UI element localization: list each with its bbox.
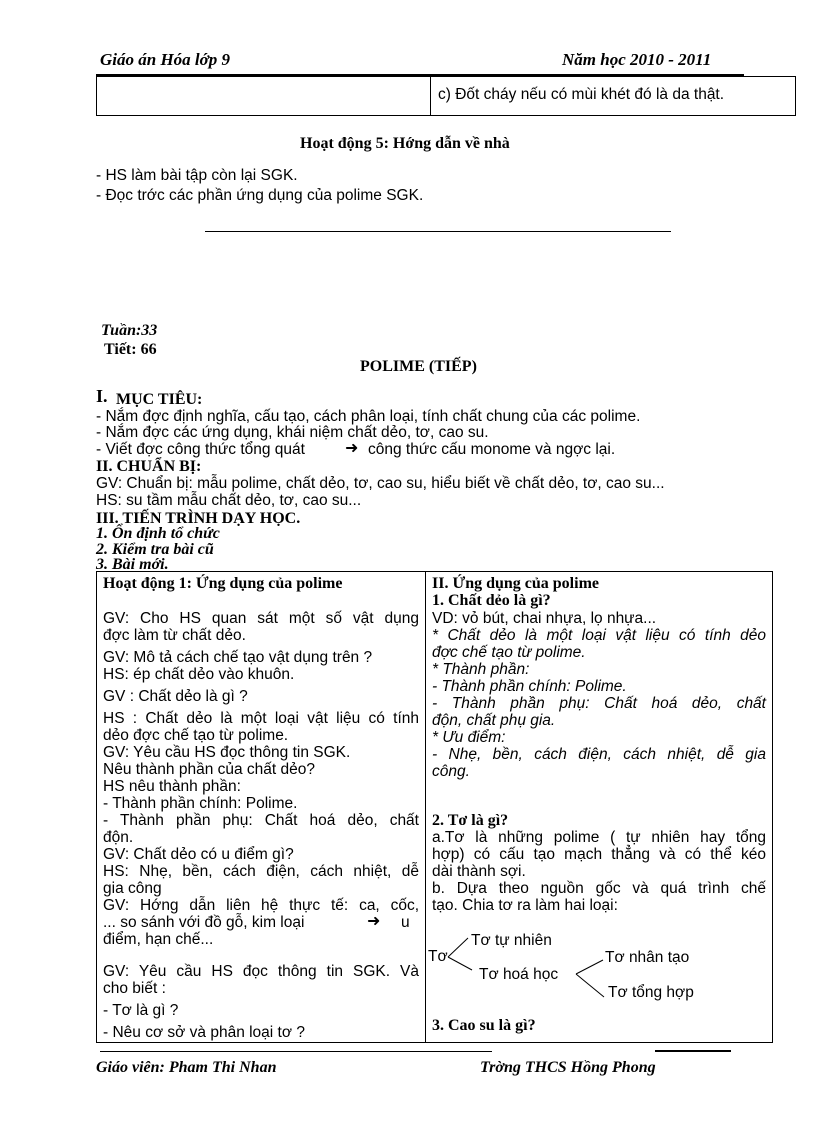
section2-line: GV: Chuẩn bị: mẫu polime, chất dẻo, tơ, cao su, hiểu biết về chất dẻo, tơ, cao su... xyxy=(96,475,665,492)
tree-artificial: Tơ nhân tạo xyxy=(605,949,690,966)
section1-line: - Viết đợc công thức tổng quát xyxy=(96,441,305,458)
left-line: u xyxy=(401,914,410,931)
right-line: VD: vỏ bút, chai nhựa, lọ nhựa... xyxy=(432,610,657,627)
section2-title: II. CHUẨN BỊ: xyxy=(96,458,202,475)
left-line: HS: ép chất dẻo vào khuôn. xyxy=(103,666,295,683)
left-line: dẻo đợc chế tạo từ polime. xyxy=(103,727,289,744)
left-line: GV: Yêu cầu HS đọc thông tin SGK. Và xyxy=(103,963,419,980)
left-line: GV : Chất dẻo là gì ? xyxy=(103,688,248,705)
activity5-line: - HS làm bài tập còn lại SGK. xyxy=(96,167,298,184)
lesson-title: POLIME (TIẾP) xyxy=(360,358,477,375)
left-line: Nêu thành phần của chất dẻo? xyxy=(103,761,316,778)
left-line: - Thành phần phụ: Chất hoá dẻo, chất xyxy=(103,812,419,829)
left-line: gia công xyxy=(103,880,162,897)
right-line: b. Dựa theo nguồn gốc và quá trình chế xyxy=(432,880,766,897)
tree-branch-artificial xyxy=(576,960,603,974)
right-italic-line: - Nhẹ, bền, cách điện, cách nhiệt, dễ gia xyxy=(432,746,766,763)
right-heading: II. Ứng dụng của polime xyxy=(432,575,599,592)
left-column xyxy=(97,572,425,1042)
right-italic-line: - Thành phần phụ: Chất hoá dẻo, chất xyxy=(432,695,766,712)
arrow-icon: ➜ xyxy=(367,913,381,930)
right-italic-line: đợc chế tạo từ polime. xyxy=(432,644,586,661)
tree-natural: Tơ tự nhiên xyxy=(471,932,552,949)
right-line: dài thành sợi. xyxy=(432,863,526,880)
right-italic-line: - Thành phần chính: Polime. xyxy=(432,678,627,695)
top-table-divider xyxy=(430,76,431,116)
left-line: GV: Cho HS quan sát một số vật dụng xyxy=(103,610,419,627)
left-line: HS: Nhẹ, bền, cách điện, cách nhiệt, dễ xyxy=(103,863,419,880)
left-line: đợc làm từ chất dẻo. xyxy=(103,627,246,644)
right-italic-line: độn, chất phụ gia. xyxy=(432,712,556,729)
activity5-line: - Đọc trớc các phần ứng dụng của polime SGK. xyxy=(96,187,424,204)
lesson-week: Tuần:33 xyxy=(101,322,158,339)
tree-chemical: Tơ hoá học xyxy=(479,966,559,983)
section3-item: 3. Bài mới. xyxy=(96,556,169,573)
left-line: ... so sánh với đồ gỗ, kim loại xyxy=(103,914,305,931)
lesson-period: Tiết: 66 xyxy=(104,341,157,358)
top-table-right-cell: c) Đốt cháy nếu có mùi khét đó là da thật. xyxy=(438,86,725,103)
section3-item: 2. Kiểm tra bài cũ xyxy=(96,541,214,558)
right-line: hợp) có cấu tạo mạch thẳng và có thể kéo xyxy=(432,846,766,863)
header-right: Năm học 2010 - 2011 xyxy=(562,50,712,69)
section1-line: công thức cấu monome và ngợc lại. xyxy=(368,441,616,458)
left-line: GV: Yêu cầu HS đọc thông tin SGK. xyxy=(103,744,351,761)
right-sub3: 3. Cao su là gì? xyxy=(432,1017,536,1034)
left-line: GV: Chất dẻo có u điểm gì? xyxy=(103,846,294,863)
divider-rule xyxy=(205,231,671,232)
footer-rule-right xyxy=(655,1050,731,1052)
section2-line: HS: su tầm mẫu chất dẻo, tơ, cao su... xyxy=(96,492,362,509)
right-italic-line: * Chất dẻo là một loại vật liệu có tính dẻo xyxy=(432,627,766,644)
section1-line: - Nắm đợc các ứng dụng, khái niệm chất dẻo, tơ, cao su. xyxy=(96,424,489,441)
right-line: tạo. Chia tơ ra làm hai loại: xyxy=(432,897,618,914)
right-line: a.Tơ là những polime ( tự nhiên hay tổng xyxy=(432,829,766,846)
left-line: - Thành phần chính: Polime. xyxy=(103,795,298,812)
right-italic-line: * Thành phần: xyxy=(432,661,530,678)
right-sub1: 1. Chất dẻo là gì? xyxy=(432,592,551,609)
section1-number: I. xyxy=(96,386,108,406)
right-sub2: 2. Tơ là gì? xyxy=(432,812,509,829)
main-table xyxy=(96,571,773,1043)
tree-synthetic: Tơ tổng hợp xyxy=(608,984,694,1001)
right-italic-line: công. xyxy=(432,763,470,780)
tree-branch-chemical xyxy=(448,957,472,970)
footer-left: Giáo viên: Pham Thi Nhan xyxy=(96,1059,277,1076)
section1-title: MỤC TIÊU: xyxy=(116,391,203,408)
header-left: Giáo án Hóa lớp 9 xyxy=(100,50,231,69)
left-line: độn. xyxy=(103,829,134,846)
left-heading: Hoạt động 1: Ứng dụng của polime xyxy=(103,575,343,592)
left-line: cho biết : xyxy=(103,980,166,997)
tree-root: Tơ xyxy=(428,948,448,965)
footer-rule xyxy=(100,1051,492,1052)
left-line: - Nêu cơ sở và phân loại tơ ? xyxy=(103,1024,305,1041)
footer-right: Trờng THCS Hồng Phong xyxy=(480,1059,656,1076)
tree-branch-natural xyxy=(448,938,468,957)
left-line: HS nêu thành phần: xyxy=(103,778,241,795)
section3-item: 1. Ổn định tổ chức xyxy=(96,525,220,542)
left-line: - Tơ là gì ? xyxy=(103,1002,179,1019)
arrow-icon: ➜ xyxy=(345,440,359,457)
left-line: GV: Hớng dẫn liên hệ thực tế: ca, cốc, xyxy=(103,897,419,914)
left-line: điểm, hạn chế... xyxy=(103,931,214,948)
section3-title: III. TIẾN TRÌNH DẠY HỌC. xyxy=(96,510,301,527)
right-column xyxy=(426,572,772,1042)
activity5-title: Hoạt động 5: Hớng dẫn về nhà xyxy=(300,135,510,152)
tree-branch-synthetic xyxy=(576,974,604,997)
left-line: HS : Chất dẻo là một loại vật liệu có tính xyxy=(103,710,419,727)
right-italic-line: * Ưu điểm: xyxy=(432,729,506,746)
left-line: GV: Mô tả cách chế tạo vật dụng trên ? xyxy=(103,649,373,666)
section1-line: - Nắm đợc định nghĩa, cấu tạo, cách phân loại, tính chất chung của các polime. xyxy=(96,408,641,425)
